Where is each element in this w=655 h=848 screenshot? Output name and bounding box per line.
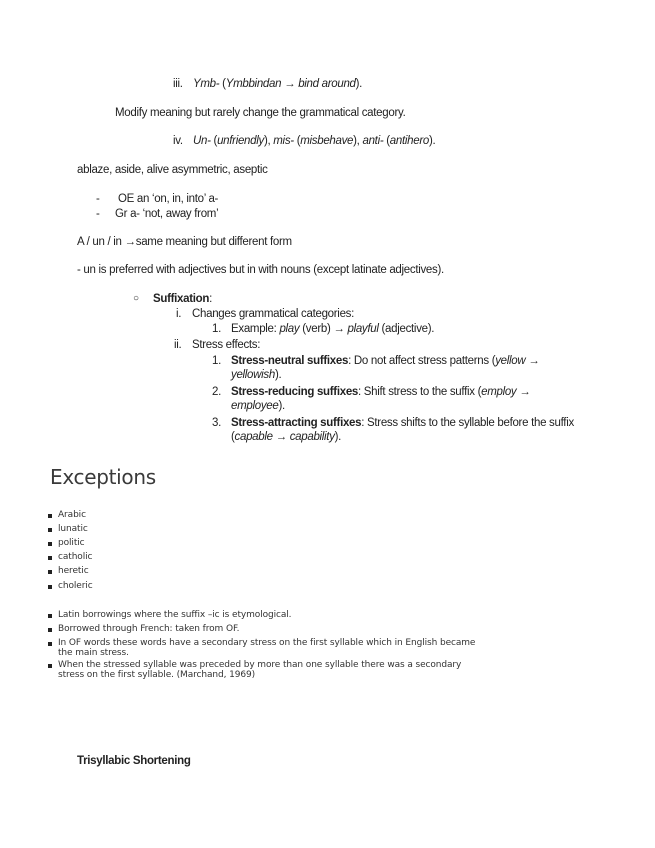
modify-meaning-note: Modify meaning but rarely change the grammatical category. (115, 107, 406, 119)
exception-note-latin: Latin borrowings where the suffix –ic is etymological. (58, 610, 292, 620)
exception-note-bullet-2 (48, 628, 52, 632)
effect-2-end: ). (278, 400, 285, 412)
effect-1-example: yellow → yellowish (231, 355, 540, 381)
anti-open: ( (383, 135, 390, 147)
mis-example: misbehave (300, 135, 354, 147)
un-close: ), (263, 135, 274, 147)
suffixation-bullet: ○ (133, 293, 139, 304)
mis-open: ( (293, 135, 301, 147)
suffixation-colon: : (209, 293, 213, 305)
suffix-i-number: i. (176, 308, 182, 320)
dash-marker-2: - (96, 208, 100, 220)
anti-term: anti- (362, 135, 384, 147)
un-example: unfriendly (217, 135, 264, 147)
example-prefix: Example: (231, 323, 280, 335)
effect-2-example: employ → employee (231, 386, 531, 412)
effect-3-bold: Stress-attracting suffixes (231, 417, 362, 429)
effect-1-number: 1. (212, 355, 221, 367)
line-iv-number: iv. (173, 135, 183, 147)
exception-word-arabic: Arabic (58, 510, 86, 520)
effect-3-example: capable → capability (234, 431, 335, 443)
anti-example: antihero (389, 135, 429, 147)
ablaze-line: ablaze, aside, alive asymmetric, aseptic (77, 164, 268, 176)
effect-3-number: 3. (212, 417, 221, 429)
line-iii-number: iii. (173, 78, 183, 90)
effect-3-desc: : Stress shifts to the syllable before the suffix ( (231, 417, 574, 443)
exception-note-bullet-3 (48, 642, 52, 646)
exception-word-heretic: heretic (58, 566, 89, 576)
mis-term: mis- (273, 135, 294, 147)
exception-word-bullet-1 (48, 514, 52, 518)
suffix-i1-number: 1. (212, 323, 221, 335)
un-term: Un- (193, 135, 211, 147)
exception-word-bullet-2 (48, 528, 52, 532)
suffix-ii-number: ii. (174, 339, 182, 351)
effect-2-text (231, 385, 576, 413)
un-open: ( (210, 135, 218, 147)
exception-note-bullet-1 (48, 614, 52, 618)
suffixation-title-line (153, 292, 212, 306)
exception-note-bullet-4 (48, 664, 52, 668)
effect-1-text (231, 354, 576, 382)
suffixation-title: Suffixation (153, 293, 210, 305)
exception-word-lunatic: lunatic (58, 524, 88, 534)
example-post: (adjective). (378, 323, 435, 335)
exception-note-marchand: When the stressed syllable was preceded by more than one syllable there was a secondary stress on the first syllable. (Marchand, 1969) (58, 660, 462, 680)
line-iii-text (193, 77, 362, 91)
exception-word-choleric: choleric (58, 581, 93, 591)
exception-word-catholic: catholic (58, 552, 93, 562)
effect-2-number: 2. (212, 386, 221, 398)
exception-word-politic: politic (58, 538, 85, 548)
un-preferred-line: - un is preferred with adjectives but in with nouns (except latinate adjectives). (77, 264, 444, 276)
dash-marker-1: - (96, 193, 100, 205)
effect-2-bold: Stress-reducing suffixes (231, 386, 359, 398)
ymb-close: ). (355, 78, 363, 90)
effect-1-desc: : Do not affect stress patterns ( (348, 355, 496, 367)
ymb-term: Ymb- (193, 78, 220, 90)
exception-word-bullet-3 (48, 542, 52, 546)
ymb-example: Ymbbindan → bind around (225, 78, 356, 90)
suffix-ii-text: Stress effects: (192, 339, 261, 351)
example-mid: (verb) → (299, 323, 348, 335)
exception-word-bullet-5 (48, 570, 52, 574)
suffix-i-text: Changes grammatical categories: (192, 308, 355, 320)
effect-3-text (231, 416, 581, 444)
dash-item-oe: OE an ‘on, in, into’ a- (118, 193, 219, 205)
example-play: play (279, 323, 300, 335)
exception-note-of-words: In OF words these words have a secondary stress on the first syllable which in English became the main stress. (58, 638, 476, 658)
line-iv-text (193, 134, 435, 148)
exceptions-heading: Exceptions (50, 465, 156, 489)
effect-3-end: ). (334, 431, 342, 443)
example-playful: playful (347, 323, 379, 335)
dash-item-gr: Gr a- ‘not, away from’ (115, 208, 219, 220)
effect-1-bold: Stress-neutral suffixes (231, 355, 349, 367)
suffix-i1-text (231, 322, 434, 336)
trisyllabic-heading: Trisyllabic Shortening (77, 755, 191, 767)
anti-close: ). (428, 135, 436, 147)
ymb-open: ( (219, 78, 226, 90)
a-un-in-line: A / un / in →same meaning but different form (77, 236, 292, 248)
exception-word-bullet-6 (48, 585, 52, 589)
effect-1-end: ). (274, 369, 282, 381)
exception-note-french: Borrowed through French: taken from OF. (58, 624, 240, 634)
mis-close: ), (353, 135, 363, 147)
exception-word-bullet-4 (48, 556, 52, 560)
effect-2-desc: : Shift stress to the suffix ( (358, 386, 482, 398)
